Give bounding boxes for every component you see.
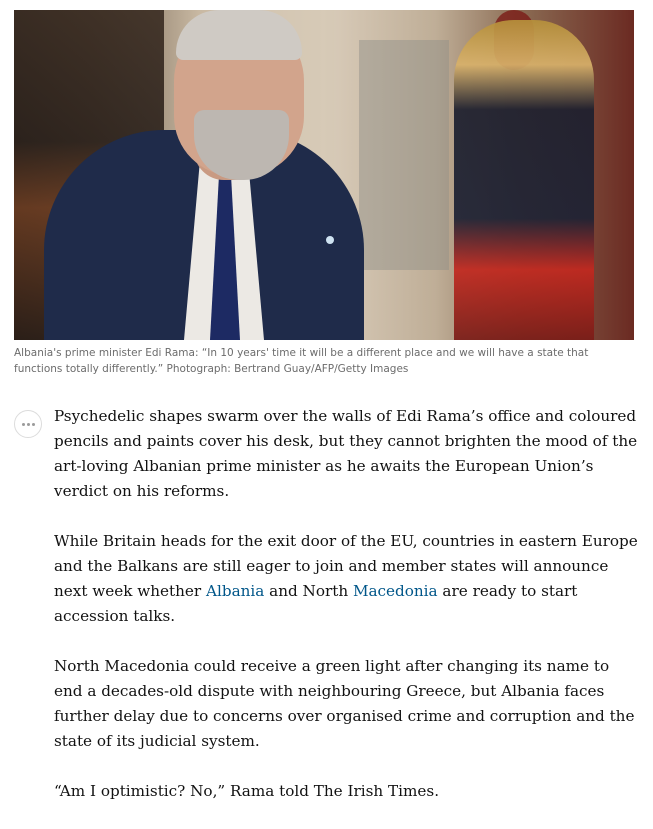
paragraph-2-text-a: While Britain heads for the exit door of the EU, countries in eastern Europe and the Balkans are still eager to join and member states will announce next week whether xyxy=(54,532,638,600)
paragraph-2 xyxy=(54,529,639,629)
guard-figure-right xyxy=(454,20,594,340)
more-icon xyxy=(22,423,35,426)
article-body xyxy=(54,404,639,829)
hair xyxy=(176,10,302,60)
article-photo xyxy=(14,10,634,340)
caption-text: Albania's prime minister Edi Rama: “In 10 years' time it will be a different place and we will have a state that functions totally differently.” xyxy=(14,347,589,375)
photo-caption xyxy=(14,346,634,377)
caption-credit: Photograph: Bertrand Guay/AFP/Getty Images xyxy=(166,362,409,375)
more-options-button[interactable] xyxy=(14,410,42,438)
paragraph-2-text-c: are ready to start accession talks. xyxy=(54,582,578,625)
lapel-pin xyxy=(326,236,334,244)
paragraph-4: “Am I optimistic? No,” Rama told The Irish Times. xyxy=(54,782,440,800)
paragraph-1: Psychedelic shapes swarm over the walls of Edi Rama’s office and coloured pencils and paints cover his desk, but they cannot brighten the mood of the art-loving Albanian prime minister as he awaits the European Union’s verdict on his reforms. xyxy=(54,407,638,500)
link-albania[interactable]: Albania xyxy=(206,582,265,600)
paragraph-3: North Macedonia could receive a green light after changing its name to end a decades-old dispute with neighbouring Greece, but Albania faces further delay due to concerns over organised crime and corruption and the state of its judicial system. xyxy=(54,657,635,750)
background-window xyxy=(359,40,449,270)
paragraph-2-text-b: and North xyxy=(264,582,353,600)
link-macedonia[interactable]: Macedonia xyxy=(352,582,438,600)
